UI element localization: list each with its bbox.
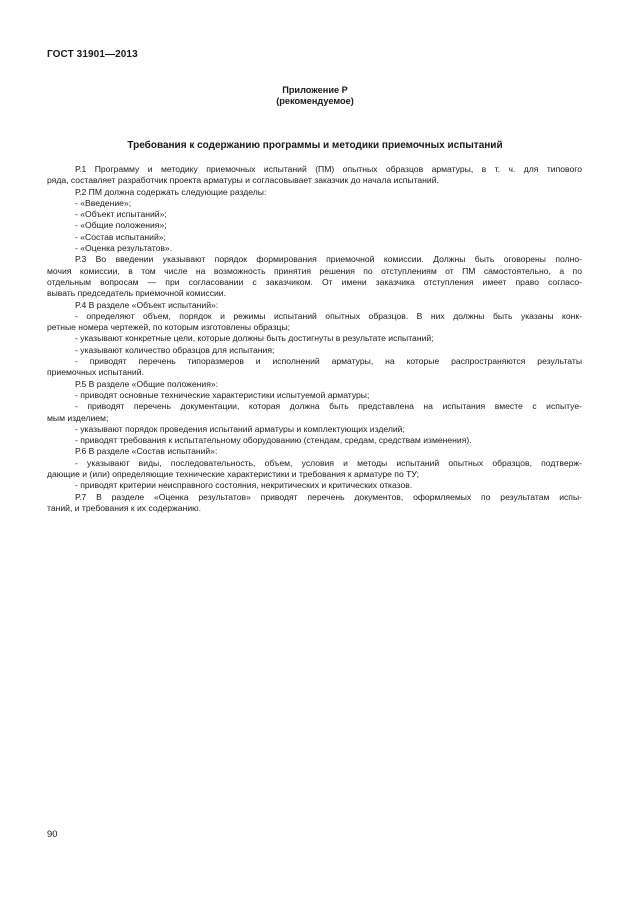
body-line: - «Общие положения»;: [75, 220, 167, 231]
body-line: таний, и требования к их содержанию.: [47, 502, 201, 513]
body-line: мочия комиссии, в том числе на возможность принятия решения по отступлениям от ПМ самостоятельно, а по: [47, 265, 582, 276]
body-line: - приводят критерии неисправного состояния, некритических и критических отказов.: [75, 480, 413, 491]
body-line: Р.5 В разделе «Общие положения»:: [75, 378, 219, 389]
body-line: - указывают виды, последовательность, объем, условия и методы испытаний опытных образцов, подтверж-: [75, 457, 582, 468]
body-line: Р.1 Программу и методику приемочных испытаний (ПМ) опытных образцов арматуры, в т. ч. для типового: [75, 164, 582, 174]
body-line: мым изделием;: [47, 412, 109, 423]
body-line: - «Объект испытаний»;: [75, 209, 167, 220]
appendix-subtitle: (рекомендуемое): [276, 96, 354, 106]
body-line: - приводят перечень типоразмеров и исполнений арматуры, на которые распространяются результаты: [75, 356, 582, 367]
appendix-title: Приложение Р: [282, 85, 348, 95]
body-line: отдельным вопросам — при согласовании с заказчиком. От имени заказчика отступления имеет право согласо-: [47, 276, 582, 287]
body-line: ряда, составляет разработчик проекта арматуры и согласовывает заказчик до начала испытаний.: [47, 175, 439, 186]
body-line: - «Состав испытаний»;: [75, 231, 166, 242]
body-line: ретные номера чертежей, по которым изготовлены образцы;: [47, 322, 291, 333]
body-line: Р.4 В разделе «Объект испытаний»:: [75, 299, 219, 310]
body-line: дающие и (или) определяющие технические характеристики и требования к арматуре по ТУ;: [47, 469, 420, 480]
page-number: 90: [47, 828, 58, 839]
body-line: - приводят перечень документации, которая должна быть представлена на испытания вместе с испытуе-: [75, 401, 582, 412]
body-line: - приводят требования к испытательному оборудованию (стендам, средам, средствам изменения).: [75, 435, 472, 446]
body-line: - указывают конкретные цели, которые должны быть достигнуты в результате испытаний;: [75, 333, 434, 344]
body-line: приемочных испытаний.: [47, 367, 144, 378]
body-line: Р.3 Во введении указывают порядок формирования приемочной комиссии. Должны быть оговорены полно-: [75, 254, 582, 265]
document-title: Требования к содержанию программы и методики приемочных испытаний: [127, 140, 503, 151]
body-line: - указывают количество образцов для испытания;: [75, 344, 275, 355]
body-line: - указывают порядок проведения испытаний арматуры и комплектующих изделий;: [75, 423, 405, 434]
body-line: - «Введение»;: [75, 197, 132, 208]
body-line: - «Оценка результатов».: [75, 243, 173, 254]
standard-code: ГОСТ 31901—2013: [47, 49, 138, 60]
body-line: - определяют объем, порядок и режимы испытаний опытных образцов. В них должны быть указаны конк-: [75, 310, 582, 321]
body-line: - приводят основные технические характеристики испытуемой арматуры;: [75, 389, 370, 400]
body-line: Р.6 В разделе «Состав испытаний»:: [75, 446, 218, 457]
body-line: Р.7 В разделе «Оценка результатов» приводят перечень документов, оформляемых по результатам испы-: [75, 491, 582, 502]
body-line: вывать председатель приемочной комиссии.: [47, 288, 226, 299]
body-line: Р.2 ПМ должна содержать следующие разделы:: [75, 186, 267, 197]
body-text: [47, 164, 582, 514]
